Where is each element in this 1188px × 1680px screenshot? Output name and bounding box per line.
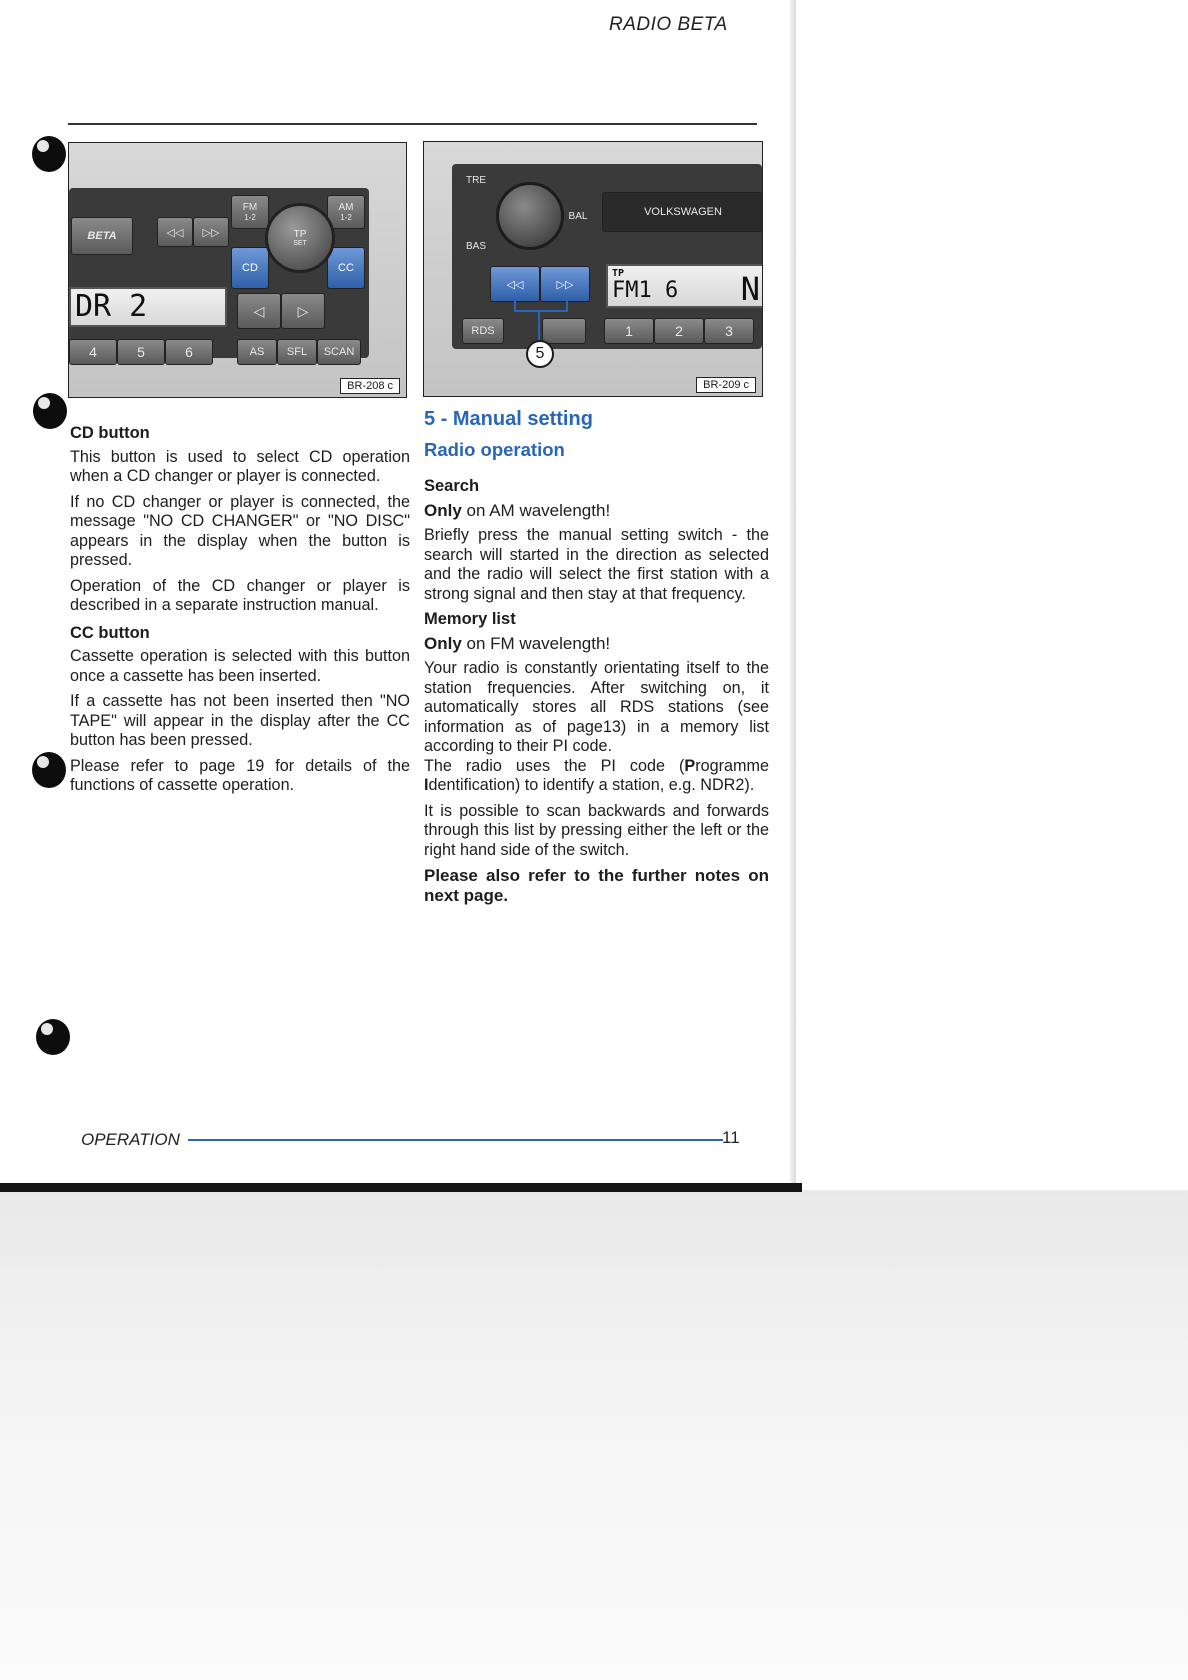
figure-radio-manual-setting [423, 141, 763, 397]
preset-4-button: 4 [69, 339, 117, 365]
right-arrow-button: ▷ [281, 293, 325, 329]
cc-paragraph-3: Please refer to page 19 for details of the functions of cassette operation. [70, 756, 410, 794]
memory-only-note [424, 634, 769, 654]
cd-button: CD [231, 247, 269, 289]
search-paragraph: Briefly press the manual setting switch - the search will started in the direction as selected and the radio will select the first station with a strong signal and then stay at that frequency. [424, 526, 769, 603]
memory-p2-part-d: dentification) to identify a station, e.g. NDR2). [428, 776, 755, 794]
as-button: AS [237, 339, 277, 365]
cc-button: CC [327, 247, 365, 289]
cc-paragraph-1: Cassette operation is selected with this button once a cassette has been inserted. [70, 647, 410, 685]
header-rule [68, 123, 757, 125]
cd-paragraph-3: Operation of the CD changer or player is described in a separate instruction manual. [70, 576, 410, 614]
scan-background [0, 1190, 1188, 1680]
scan-button: SCAN [317, 339, 361, 365]
fm-label: FM [242, 202, 258, 213]
radio-operation-heading: Radio operation [424, 438, 565, 460]
brand-badge: VOLKSWAGEN [602, 192, 763, 232]
cd-paragraph-1: This button is used to select CD operation when a CD changer or player is connected. [70, 447, 410, 485]
section-heading: 5 - Manual setting [424, 408, 593, 430]
tp-label: TP [293, 229, 307, 240]
preset-6-button: 6 [165, 339, 213, 365]
further-notes: Please also refer to the further notes on next page. [424, 866, 769, 905]
footer-section-title: OPERATION [81, 1130, 180, 1149]
callout-line [538, 310, 540, 340]
preset-1-button: 1 [604, 318, 654, 344]
seek-forward-button: ▷▷ [540, 266, 590, 302]
display-frequency: FM1 6 [612, 278, 679, 303]
display-tp: TP [612, 268, 625, 279]
preset-2-button: 2 [654, 318, 704, 344]
bal-label: BAL [568, 210, 588, 222]
seek-back-button: ◁◁ [490, 266, 540, 302]
radio-display [606, 264, 763, 308]
search-heading: Search [424, 477, 480, 495]
callout-number: 5 [526, 340, 554, 368]
footer-rule [188, 1139, 723, 1141]
am-sub-label: 1-2 [340, 213, 352, 222]
tp-knob [265, 203, 335, 273]
page-header-title: RADIO BETA [609, 14, 728, 35]
memory-paragraph-2 [424, 757, 769, 796]
page-bottom-edge [0, 1183, 802, 1192]
callout-bracket [514, 300, 568, 312]
seek-back-button: ◁◁ [157, 217, 193, 247]
punch-hole-3 [32, 752, 66, 788]
search-only-note [424, 501, 769, 521]
beta-logo: BETA [71, 217, 133, 255]
memory-only-rest: on FM wavelength! [461, 633, 611, 653]
fm-button [231, 195, 269, 229]
preset-5-button: 5 [117, 339, 165, 365]
am-button [327, 195, 365, 229]
fm-sub-label: 1-2 [244, 213, 256, 222]
search-only-bold: Only [424, 500, 462, 520]
memory-p2-part-c: rogramme [695, 756, 769, 775]
cd-button-heading: CD button [70, 424, 150, 442]
display-station-fragment: N [740, 270, 760, 308]
rds-button: RDS [462, 318, 504, 344]
punch-hole-2 [33, 393, 67, 429]
punch-hole-4 [36, 1019, 70, 1055]
tre-label: TRE [466, 174, 486, 186]
seek-forward-button: ▷▷ [193, 217, 229, 247]
preset-3-button: 3 [704, 318, 754, 344]
left-arrow-button: ◁ [237, 293, 281, 329]
tp-sub-label: SET [293, 240, 307, 247]
memory-paragraph-3: It is possible to scan backwards and forwards through this list by pressing either the left or the right hand side of the switch. [424, 801, 769, 859]
memory-paragraph-1: Your radio is constantly orientating itself to the station frequencies. After switching on, it automatically stores all RDS stations (see information as of page13) in a memory list according to their PI code. [424, 659, 769, 755]
memory-p2-bold-i: I [424, 776, 429, 794]
memory-list-heading: Memory list [424, 610, 516, 628]
cc-paragraph-2: If a cassette has not been inserted then "NO TAPE" will appear in the display after the CC button has been pressed. [70, 692, 410, 749]
figure-radio-cd-cc [68, 142, 407, 398]
cd-paragraph-2: If no CD changer or player is connected, the message "NO CD CHANGER" or "NO DISC" appears in the display when the button is pressed. [70, 492, 410, 569]
punch-hole-1 [32, 136, 66, 172]
volume-knob [496, 182, 564, 250]
right-column [424, 410, 769, 911]
memory-p2-bold-p: P [684, 756, 696, 775]
sfl-button: SFL [277, 339, 317, 365]
figure-label: BR-209 c [696, 377, 756, 393]
cc-button-heading: CC button [70, 623, 150, 642]
page-edge-shadow [790, 0, 796, 1187]
am-label: AM [338, 202, 354, 213]
cassette-eject-button [542, 318, 586, 344]
figure-label: BR-208 c [340, 378, 400, 394]
memory-only-bold: Only [424, 633, 462, 653]
search-only-rest: on AM wavelength! [461, 500, 611, 520]
left-column [70, 424, 410, 802]
page-number: 11 [722, 1128, 740, 1147]
memory-p2-part-a: The radio uses the PI code ( [424, 756, 685, 775]
bas-label: BAS [465, 240, 486, 252]
radio-display: DR 2 [69, 287, 227, 327]
